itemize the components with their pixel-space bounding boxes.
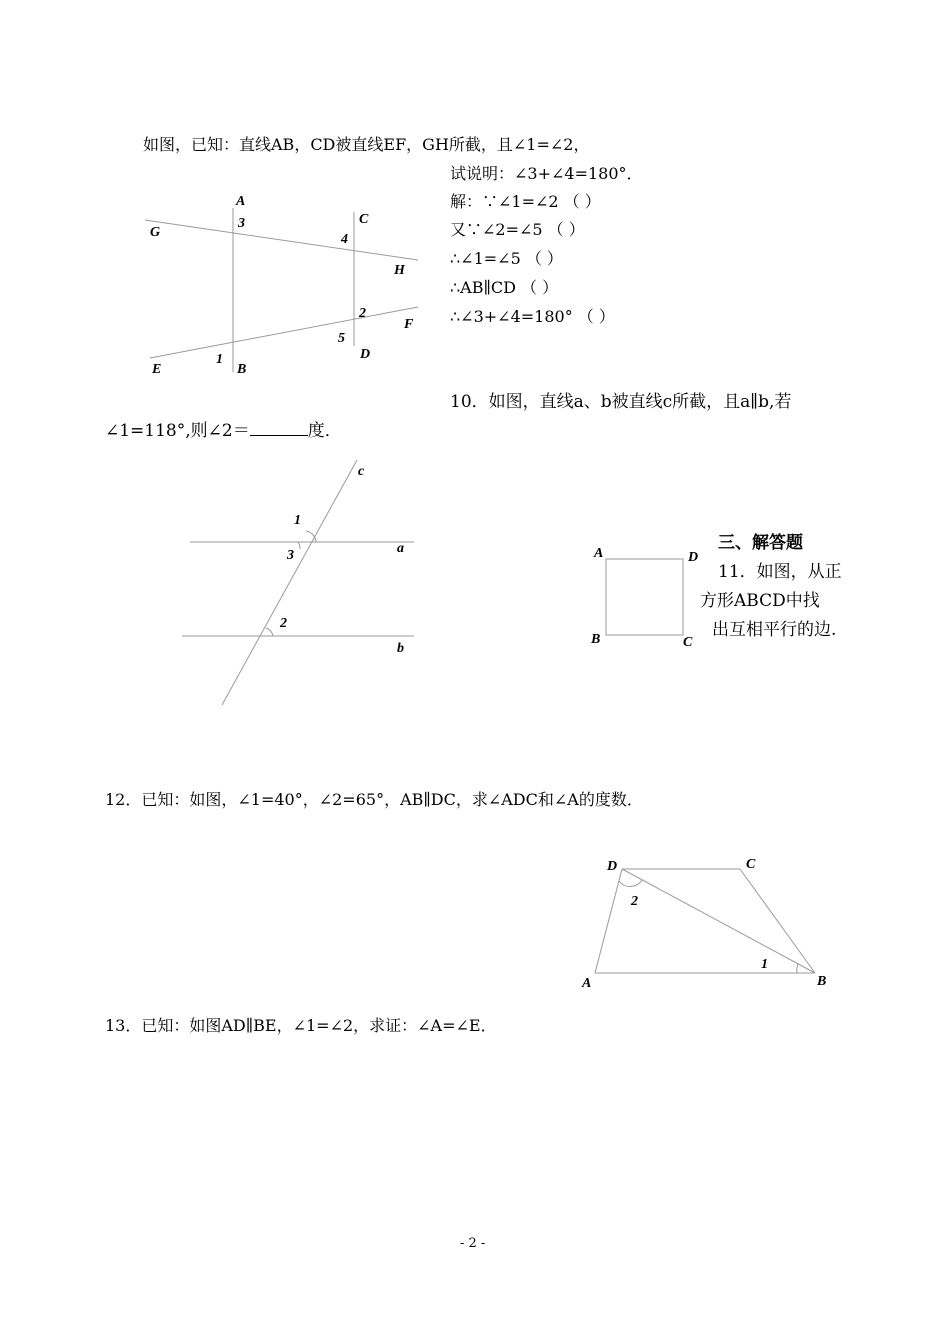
- q13-text: 13．已知：如图AD∥BE，∠1=∠2，求证：∠A=∠E．: [105, 1016, 497, 1035]
- label-3: 3: [238, 216, 245, 231]
- label-F: F: [404, 317, 414, 332]
- label-B: B: [817, 974, 827, 989]
- label-C: C: [746, 857, 756, 872]
- side-cb: [740, 869, 815, 973]
- label-B: B: [591, 632, 601, 647]
- figure-q10: [182, 460, 414, 705]
- q9-step4: ∴AB∥CD （ ）: [450, 278, 559, 297]
- label-E: E: [152, 362, 162, 377]
- figure-q11: [606, 559, 683, 635]
- q9-step2: 又∵∠2=∠5 （ ）: [450, 220, 585, 239]
- angle-arc-3: [298, 542, 300, 549]
- label-A: A: [236, 194, 246, 209]
- label-A: A: [594, 546, 604, 561]
- label-D: D: [607, 859, 618, 874]
- q9-explain: 试说明：∠3+∠4=180°．: [450, 164, 643, 183]
- line-c: [222, 460, 357, 705]
- label-c: c: [358, 464, 365, 479]
- label-D: D: [688, 550, 699, 565]
- square-abcd: [606, 559, 683, 635]
- q9-step3: ∴∠1=∠5 （ ）: [450, 249, 563, 268]
- label-B: B: [237, 362, 247, 377]
- section-heading: 三、解答题: [718, 533, 803, 553]
- figure-q10-labels: [279, 464, 404, 656]
- line-gh: [145, 220, 418, 260]
- q11-line2: 方形ABCD中找: [700, 591, 820, 611]
- angle-arc-1: [306, 531, 316, 542]
- diagonal-db: [622, 869, 815, 973]
- page-number: - 2 -: [460, 1236, 486, 1251]
- angle-arc-2: [266, 628, 273, 636]
- label-C: C: [683, 635, 693, 650]
- label-D: D: [360, 347, 371, 362]
- figure-q9: [145, 208, 418, 372]
- q9-step1: 解：∵∠1=∠2 （ ）: [450, 192, 601, 211]
- q11-line3: 出互相平行的边.: [712, 620, 837, 640]
- label-2: 2: [359, 306, 366, 321]
- label-2: 2: [631, 894, 638, 909]
- q10-line2-post: 度．: [307, 421, 342, 441]
- line-ef: [150, 307, 418, 358]
- label-1: 1: [761, 957, 768, 972]
- angle-arc-1: [797, 964, 798, 973]
- q9-step5: ∴∠3+∠4=180° （ ）: [450, 307, 615, 326]
- label-1: 1: [216, 352, 223, 367]
- side-da: [595, 869, 622, 973]
- label-5: 5: [338, 331, 345, 346]
- label-C: C: [359, 212, 369, 227]
- figure-q9-labels: [150, 194, 414, 377]
- label-1: 1: [294, 513, 301, 528]
- figure-q12: [595, 869, 815, 973]
- label-4: 4: [341, 232, 348, 247]
- q12-text: 12．已知：如图，∠1=40°，∠2=65°，AB∥DC，求∠ADC和∠A的度数．: [105, 790, 643, 809]
- q9-intro: 如图，已知：直线AB，CD被直线EF，GH所截，且∠1=∠2，: [143, 135, 590, 154]
- label-3: 3: [287, 548, 294, 563]
- label-a: a: [397, 541, 404, 556]
- q10-line2-pre: ∠1=118°,则∠2＝: [105, 421, 250, 441]
- label-A: A: [582, 976, 592, 991]
- label-H: H: [394, 263, 405, 278]
- label-2: 2: [280, 616, 287, 631]
- q10-line1: 10．如图，直线a、b被直线c所截，且a∥b,若: [450, 392, 792, 412]
- label-b: b: [397, 641, 404, 656]
- figure-q12-labels: [581, 857, 826, 991]
- label-G: G: [150, 225, 161, 240]
- angle-arc-2: [619, 880, 642, 887]
- q11-line1: 11．如图，从正: [718, 562, 842, 582]
